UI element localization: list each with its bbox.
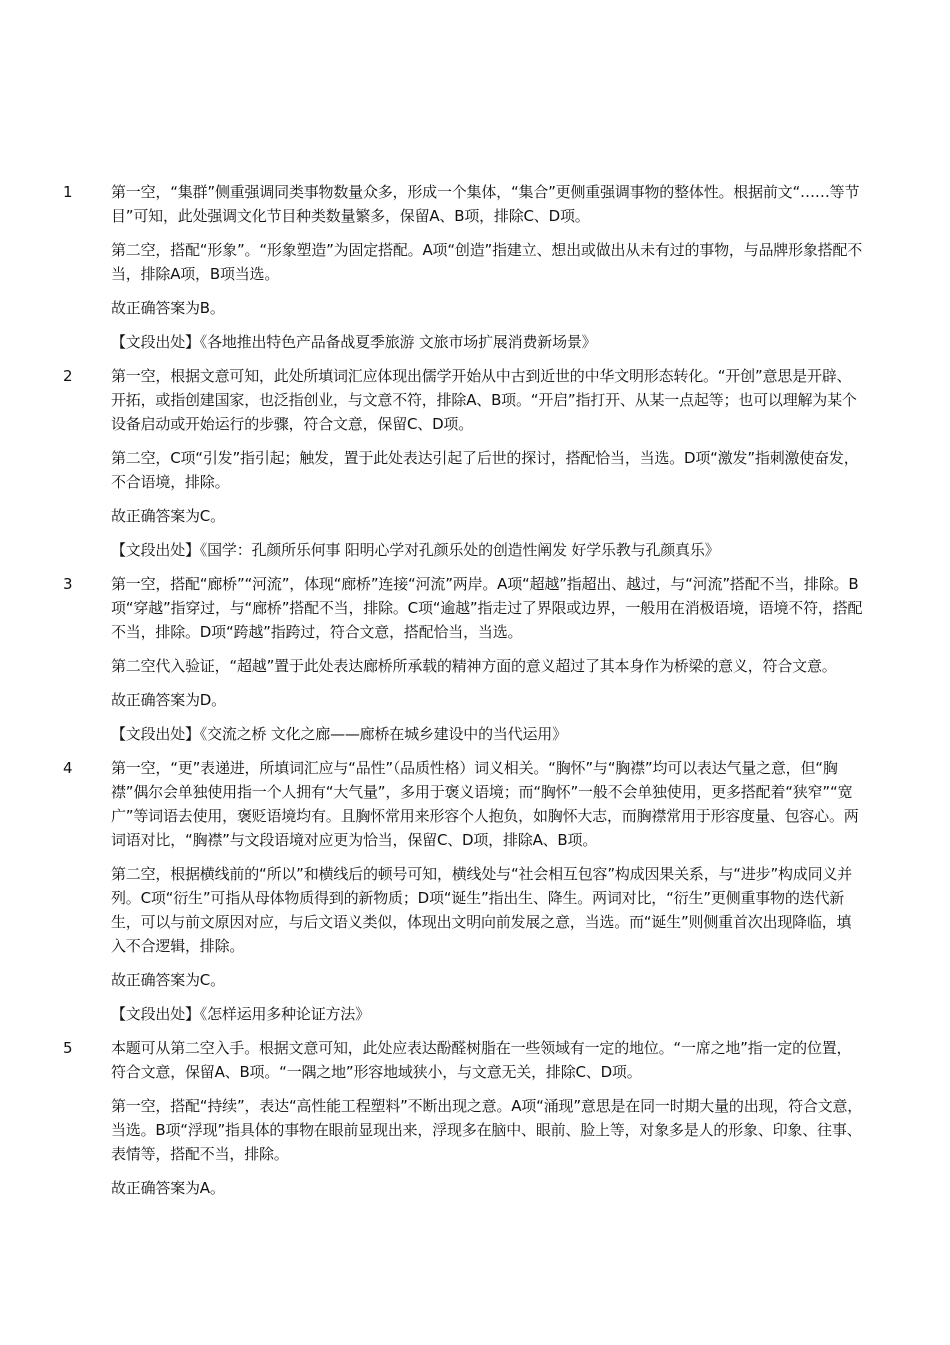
explanation-paragraph: 第二空代入验证，“超越”置于此处表达廊桥所承载的精神方面的意义超过了其本身作为桥梁的意义，符合文意。 [111, 657, 837, 675]
source-line: 【文段出处】《怎样运用多种论证方法》 [111, 1005, 370, 1023]
question-number: 3 [63, 575, 73, 593]
source-line: 【文段出处】《交流之桥 文化之廊——廊桥在城乡建设中的当代运用》 [111, 725, 567, 743]
question-item-5 [0, 1036, 950, 1200]
explanation-paragraph: 第一空，“集群”侧重强调同类事物数量众多，形成一个集体，“集合”更侧重强调事物的整体性。根据前文“……等节目”可知，此处强调文化节目种类数量繁多，保留A、B项，排除C、D项。 [111, 183, 860, 225]
question-item-4 [0, 756, 950, 1026]
explanation-paragraph: 第一空，“更”表递进，所填词汇应与“品性”（品质性格）词义相关。“胸怀”与“胸襟”均可以表达气量之意，但“胸襟”偶尔会单独使用指一个人拥有“大气量”，多用于褒义语境；而“胸怀”一般不会单独使用，更多搭配着“狭窄”“宽广”等词语去使用，褒贬语境均有。且胸怀常用来形容个人抱负，如胸怀大志，而胸襟常用于形容度量、包容心。两词语对比，“胸襟”与文段语境对应更为恰当，保留C、D项，排除A、B项。 [111, 759, 859, 849]
explanation-paragraph: 第一空，搭配“廊桥”“河流”，体现“廊桥”连接“河流”两岸。A项“超越”指超出、越过，与“河流”搭配不当，排除。B项“穿越”指穿过，与“廊桥”搭配不当，排除。C项“逾越”指走过了界限或边界，一般用在消极语境，语境不符，搭配不当，排除。D项“跨越”指跨过，符合文意，搭配恰当，当选。 [111, 575, 863, 641]
explanation-paragraph: 本题可从第二空入手。根据文意可知，此处应表达酚醛树脂在一些领域有一定的地位。“一席之地”指一定的位置，符合文意，保留A、B项。“一隅之地”形容地域狭小，与文意无关，排除C、D项。 [111, 1039, 852, 1081]
source-line: 【文段出处】《国学：孔颜所乐何事 阳明心学对孔颜乐处的创造性阐发 好学乐教与孔颜真乐》 [111, 541, 720, 559]
explanation-paragraph: 第一空，根据文意可知，此处所填词汇应体现出儒学开始从中古到近世的中华文明形态转化。“开创”意思是开辟、开拓，或指创建国家，也泛指创业，与文意不符，排除A、B项。“开启”指打开、从某一点起等；也可以理解为某个设备启动或开始运行的步骤，符合文意，保留C、D项。 [111, 367, 857, 433]
answer-line: 故正确答案为B。 [111, 299, 225, 317]
answer-line: 故正确答案为C。 [111, 507, 225, 525]
answer-line: 故正确答案为C。 [111, 971, 225, 989]
question-number: 1 [63, 183, 73, 201]
answer-explanations [0, 180, 950, 1210]
answer-line: 故正确答案为D。 [111, 691, 226, 709]
explanation-paragraph: 第二空，根据横线前的“所以”和横线后的顿号可知，横线处与“社会相互包容”构成因果关系，与“进步”构成同义并列。C项“衍生”可指从母体物质得到的新物质；D项“诞生”指出生、降生。两词对比，“衍生”更侧重事物的迭代新生，可以与前文原因对应，与后文语义类似，体现出文明向前发展之意，当选。而“诞生”则侧重首次出现降临，填入不合逻辑，排除。 [111, 865, 853, 955]
question-number: 4 [63, 759, 73, 777]
explanation-paragraph: 第二空，搭配“形象”。“形象塑造”为固定搭配。A项“创造”指建立、想出或做出从未有过的事物，与品牌形象搭配不当，排除A项，B项当选。 [111, 241, 863, 283]
source-line: 【文段出处】《各地推出特色产品备战夏季旅游 文旅市场扩展消费新场景》 [111, 333, 597, 351]
question-number: 5 [63, 1039, 73, 1057]
question-number: 2 [63, 367, 73, 385]
question-item-1 [0, 180, 950, 354]
explanation-paragraph: 第一空，搭配“持续”，表达“高性能工程塑料”不断出现之意。A项“涌现”意思是在同一时期大量的出现，符合文意，当选。B项“浮现”指具体的事物在眼前显现出来，浮现多在脑中、眼前、脸上等，对象多是人的形象、印象、往事、表情等，搭配不当，排除。 [111, 1097, 863, 1163]
answer-line: 故正确答案为A。 [111, 1179, 225, 1197]
explanation-paragraph: 第二空，C项“引发”指引起；触发，置于此处表达引起了后世的探讨，搭配恰当，当选。D项“激发”指刺激使奋发，不合语境，排除。 [111, 449, 859, 491]
question-item-3 [0, 572, 950, 746]
question-item-2 [0, 364, 950, 562]
